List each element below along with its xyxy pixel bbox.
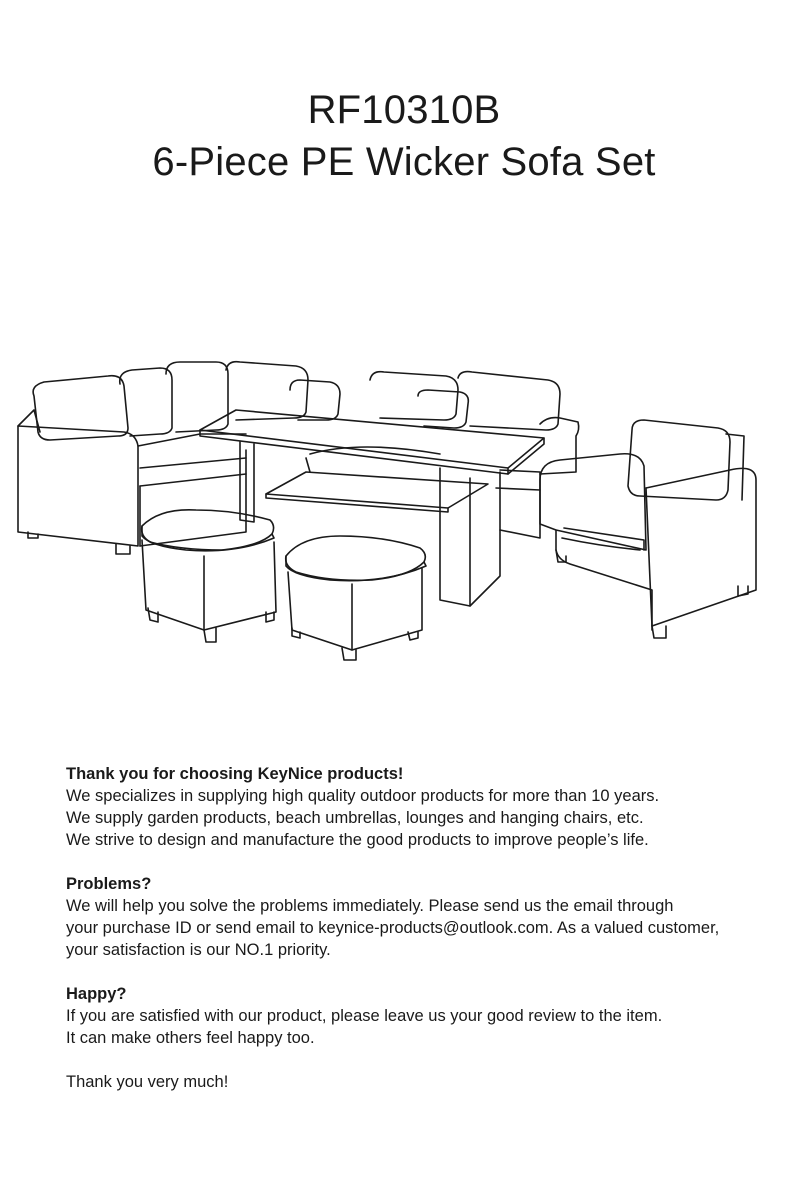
thanks-line: We supply garden products, beach umbrellas, lounges and hanging chairs, etc.	[66, 809, 644, 827]
outdoor-sofa-set-icon	[0, 350, 808, 670]
sofa-back-cushions	[33, 362, 560, 440]
happy-line: It can make others feel happy too.	[66, 1029, 315, 1047]
left-ottoman	[142, 510, 276, 642]
product-name: 6-Piece PE Wicker Sofa Set	[152, 140, 656, 184]
model-number: RF10310B	[307, 88, 501, 132]
right-sofa-section	[496, 418, 579, 538]
happy-line: If you are satisfied with our product, please leave us your good review to the item.	[66, 1007, 663, 1025]
problems-heading: Problems?	[66, 875, 152, 893]
problems-line: We will help you solve the problems immediately. Please send us the email through	[66, 897, 674, 915]
problems-line: your satisfaction is our NO.1 priority.	[66, 941, 331, 959]
problems-section	[66, 873, 796, 961]
armchair	[540, 420, 756, 638]
happy-section	[66, 983, 796, 1049]
thanks-heading: Thank you for choosing KeyNice products!	[66, 765, 404, 783]
sofa-set-illustration	[0, 350, 808, 670]
document-body	[66, 763, 796, 1115]
document-title	[0, 84, 808, 188]
closing-section	[66, 1071, 796, 1093]
problems-line: your purchase ID or send email to keynice-products@outlook.com. As a valued customer,	[66, 919, 720, 937]
thanks-line: We specializes in supplying high quality outdoor products for more than 10 years.	[66, 787, 660, 805]
happy-heading: Happy?	[66, 985, 127, 1003]
dining-table	[200, 410, 544, 606]
closing-line: Thank you very much!	[66, 1073, 229, 1091]
right-ottoman	[286, 536, 426, 660]
thanks-section	[66, 763, 796, 851]
thanks-line: We strive to design and manufacture the good products to improve people’s life.	[66, 831, 649, 849]
